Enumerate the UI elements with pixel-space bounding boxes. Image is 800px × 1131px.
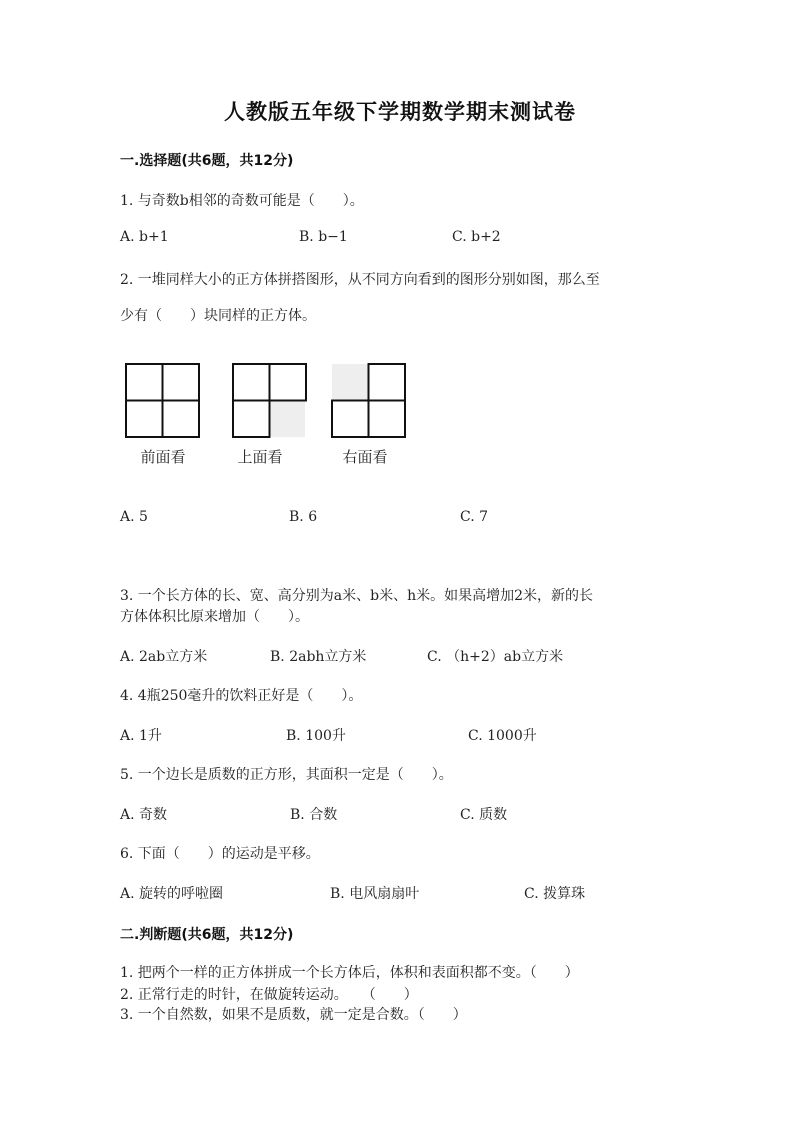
question-5: 5. 一个边长是质数的正方形，其面积一定是（ ）。 — [120, 767, 453, 783]
front-view-grid — [126, 364, 199, 437]
judgement-item-3: 3. 一个自然数，如果不是质数，就一定是合数。（ ） — [120, 1007, 467, 1023]
q5-option-a: A. 奇数 — [120, 807, 168, 823]
question-1: 1. 与奇数b相邻的奇数可能是（ ）。 — [120, 193, 364, 209]
q1-option-b: B. b−1 — [299, 229, 348, 245]
question-3-line-1: 3. 一个长方体的长、宽、高分别为a米、b米、h米。如果高增加2米，新的长 — [120, 588, 594, 604]
q5-option-c: C. 质数 — [460, 807, 508, 823]
question-2-line-2: 少有（ ）块同样的正方体。 — [120, 308, 316, 324]
q4-option-b: B. 100升 — [286, 728, 346, 744]
q3-option-a: A. 2ab立方米 — [120, 649, 208, 665]
q3-option-b: B. 2abh立方米 — [270, 649, 367, 665]
question-4: 4. 4瓶250毫升的饮料正好是（ ）。 — [120, 688, 363, 704]
q6-option-c: C. 拨算珠 — [524, 886, 586, 902]
question-6: 6. 下面（ ）的运动是平移。 — [120, 846, 320, 862]
q5-option-b: B. 合数 — [290, 807, 338, 823]
section-heading-choice: 一.选择题(共6题，共12分) — [120, 153, 294, 169]
q2-option-a: A. 5 — [120, 509, 148, 525]
right-view-grid — [332, 364, 405, 437]
q6-option-a: A. 旋转的呼啦圈 — [120, 886, 224, 902]
top-view-label: 上面看 — [237, 448, 283, 466]
front-view-label: 前面看 — [140, 448, 186, 466]
q4-option-c: C. 1000升 — [468, 728, 537, 744]
q1-option-c: C. b+2 — [452, 229, 501, 245]
q3-option-c: C. （h+2）ab立方米 — [427, 649, 564, 665]
top-view-grid — [233, 364, 306, 437]
question-2-line-1: 2. 一堆同样大小的正方体拼搭图形，从不同方向看到的图形分别如图，那么至 — [120, 272, 600, 288]
judgement-item-2: 2. 正常行走的时针，在做旋转运动。 （ ） — [120, 987, 418, 1003]
question-3-line-2: 方体体积比原来增加（ ）。 — [120, 609, 309, 625]
right-view-label: 右面看 — [342, 448, 388, 466]
judgement-item-1: 1. 把两个一样的正方体拼成一个长方体后，体积和表面积都不变。（ ） — [120, 965, 579, 981]
page-title: 人教版五年级下学期数学期末测试卷 — [224, 100, 576, 124]
section-heading-judgement: 二.判断题(共6题，共12分) — [120, 927, 294, 943]
q6-option-b: B. 电风扇扇叶 — [330, 886, 420, 902]
q2-option-b: B. 6 — [289, 509, 318, 525]
q4-option-a: A. 1升 — [120, 728, 162, 744]
q2-option-c: C. 7 — [460, 509, 489, 525]
q1-option-a: A. b+1 — [120, 229, 169, 245]
